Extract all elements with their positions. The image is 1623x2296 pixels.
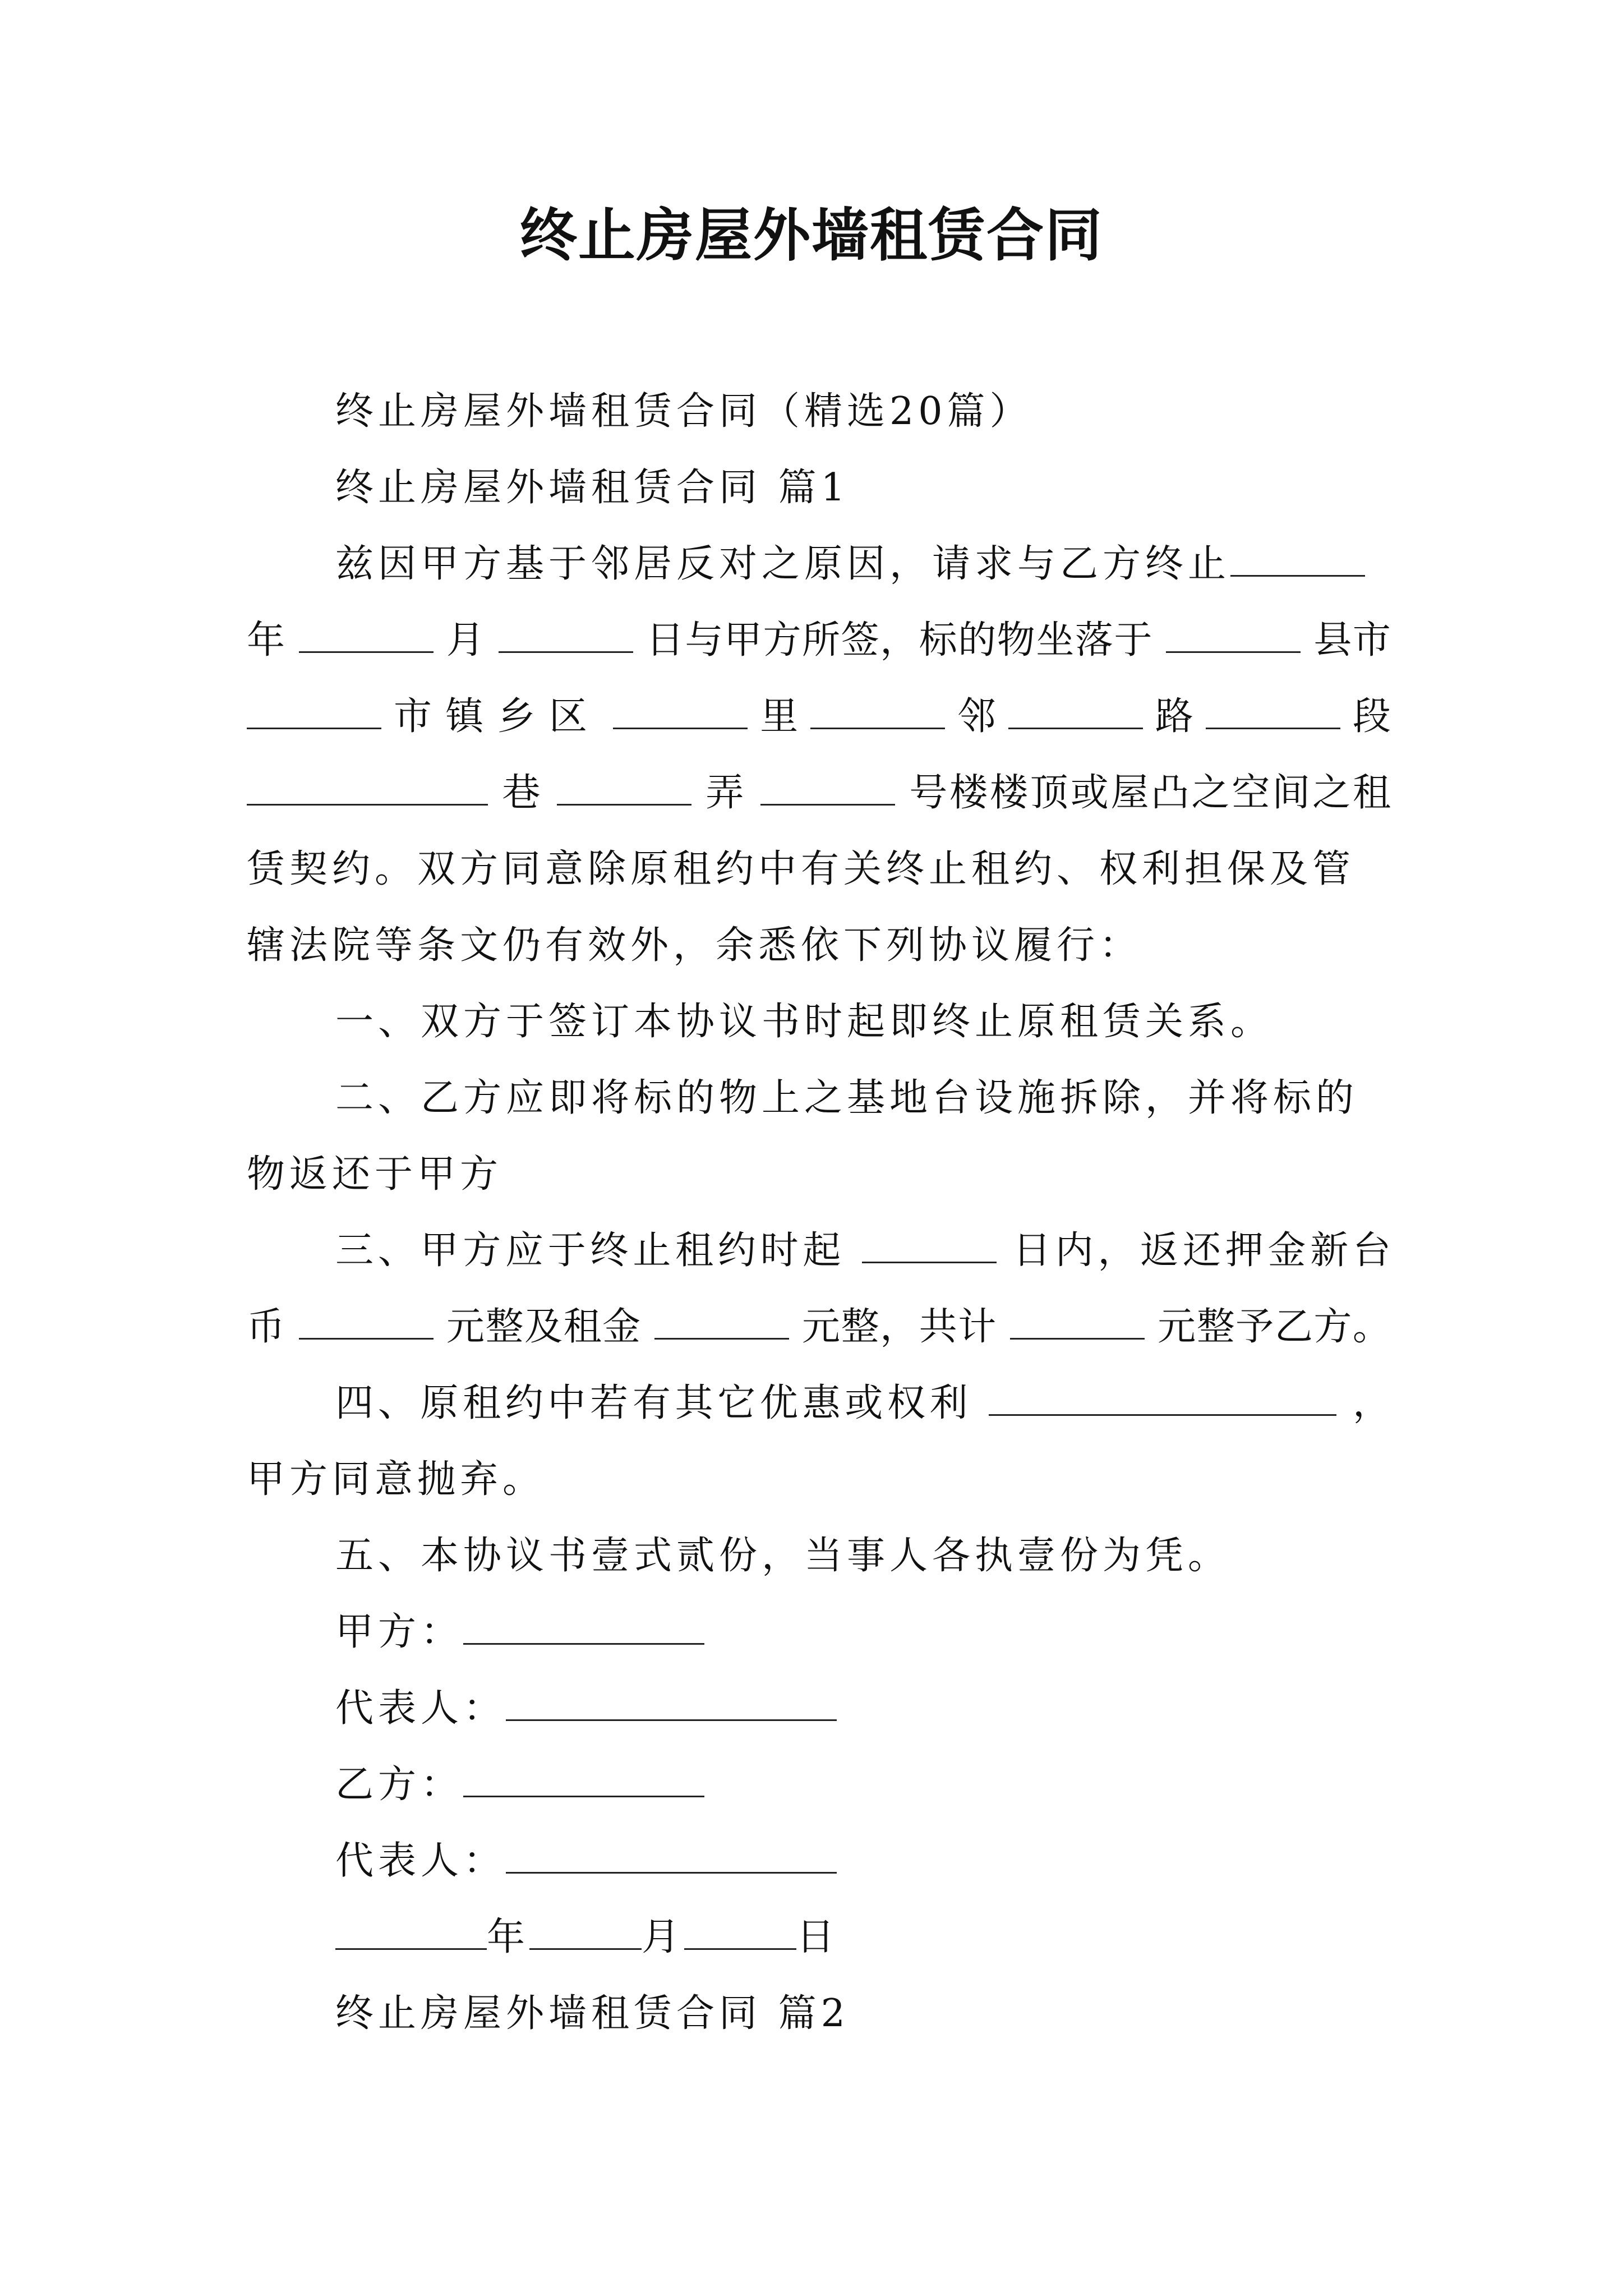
- blank-field: [299, 618, 434, 653]
- date-month-label: 月: [642, 1915, 685, 1959]
- paragraph-text: 路: [1155, 694, 1194, 739]
- party-a-label: 甲方：: [335, 1610, 464, 1654]
- paragraph-text: 四、原租约中若有其它优惠或权利: [335, 1381, 972, 1425]
- paragraph-text: 币: [247, 1305, 286, 1349]
- paragraph-text: 日与甲方所签，标的物坐落于: [645, 618, 1154, 662]
- party-a-signature: [335, 1602, 1391, 1663]
- paragraph-text: 元整，共计: [802, 1305, 997, 1349]
- paragraph-1-line-5: 赁契约。双方同意除原租约中有关终止租约、权利担保及管: [247, 847, 1355, 891]
- clause-2-line-2: 物返还于甲方: [247, 1152, 503, 1197]
- section-heading-1: 终止房屋外墙租赁合同 篇1: [335, 466, 850, 510]
- paragraph-1-line-3: [247, 687, 1391, 747]
- paragraph-text: 段: [1352, 694, 1391, 739]
- document-subtitle: 终止房屋外墙租赁合同（精选20篇）: [335, 389, 1032, 434]
- blank-field: [506, 1838, 837, 1874]
- clause-5: 五、本协议书壹式贰份，当事人各执壹份为凭。: [335, 1534, 1231, 1578]
- signing-date: [335, 1907, 1391, 1968]
- blank-field: [1008, 694, 1143, 729]
- paragraph-text: 日内，返还押金新台: [1012, 1228, 1391, 1273]
- paragraph-text: 弄: [706, 771, 746, 815]
- blank-field: [684, 1915, 796, 1950]
- blank-field: [335, 1915, 487, 1950]
- section-heading-2: 终止房屋外墙租赁合同 篇2: [335, 1991, 850, 2036]
- blank-field: [1166, 618, 1301, 653]
- paragraph-1-line-1: [335, 534, 1391, 595]
- paragraph-text: 巷: [502, 771, 543, 815]
- paragraph-text: 兹因甲方基于邻居反对之原因，请求与乙方终止: [335, 542, 1231, 586]
- paragraph-text: 元整及租金: [446, 1305, 642, 1349]
- blank-field: [506, 1686, 837, 1721]
- blank-field: [1010, 1304, 1145, 1340]
- blank-field: [499, 618, 633, 653]
- paragraph-text: 元整予乙方。: [1158, 1305, 1391, 1349]
- representative-a-signature: [335, 1678, 1391, 1739]
- blank-field: [463, 1762, 704, 1797]
- party-b-label: 乙方：: [335, 1763, 464, 1807]
- paragraph-text: 年: [247, 618, 286, 662]
- paragraph-text: 邻: [957, 694, 996, 739]
- blank-field: [654, 1304, 789, 1340]
- paragraph-text: ，: [1352, 1381, 1391, 1425]
- blank-field: [247, 770, 488, 806]
- blank-field: [1230, 541, 1365, 577]
- blank-field: [247, 694, 381, 729]
- clause-3-line-1: [335, 1221, 1391, 1281]
- representative-b-label: 代表人：: [335, 1839, 506, 1883]
- date-day-label: 日: [796, 1915, 840, 1959]
- blank-field: [463, 1609, 704, 1645]
- blank-field: [299, 1304, 434, 1340]
- clause-4-line-1: [335, 1373, 1391, 1434]
- clause-2-line-1: 二、乙方应即将标的物上之基地台设施拆除，并将标的: [335, 1076, 1359, 1120]
- blank-field: [529, 1915, 642, 1950]
- paragraph-1-line-4: [247, 763, 1391, 823]
- page-title: 终止房屋外墙租赁合同: [520, 202, 1103, 269]
- blank-field: [760, 770, 895, 806]
- paragraph-text: 里: [760, 694, 799, 739]
- blank-field: [989, 1381, 1336, 1416]
- paragraph-text: 三、甲方应于终止租约时起: [335, 1228, 846, 1273]
- clause-4-line-2: 甲方同意抛弃。: [247, 1457, 546, 1502]
- party-b-signature: [335, 1755, 1391, 1815]
- clause-3-line-2: [247, 1297, 1391, 1358]
- blank-field: [1206, 694, 1340, 729]
- blank-field: [557, 770, 691, 806]
- representative-b-signature: [335, 1831, 1391, 1892]
- date-year-label: 年: [487, 1915, 530, 1959]
- blank-field: [613, 694, 748, 729]
- paragraph-1-line-6: 辖法院等条文仍有效外，余悉依下列协议履行：: [247, 923, 1142, 968]
- clause-1: 一、双方于签订本协议书时起即终止原租赁关系。: [335, 1000, 1274, 1044]
- blank-field: [810, 694, 945, 729]
- representative-a-label: 代表人：: [335, 1686, 506, 1731]
- paragraph-text: 市镇乡区: [393, 694, 601, 739]
- paragraph-text: 号楼楼顶或屋凸之空间之租: [909, 771, 1391, 815]
- blank-field: [862, 1228, 997, 1263]
- paragraph-text: 县市: [1313, 618, 1391, 662]
- paragraph-text: 月: [446, 618, 486, 662]
- paragraph-1-line-2: [247, 610, 1391, 671]
